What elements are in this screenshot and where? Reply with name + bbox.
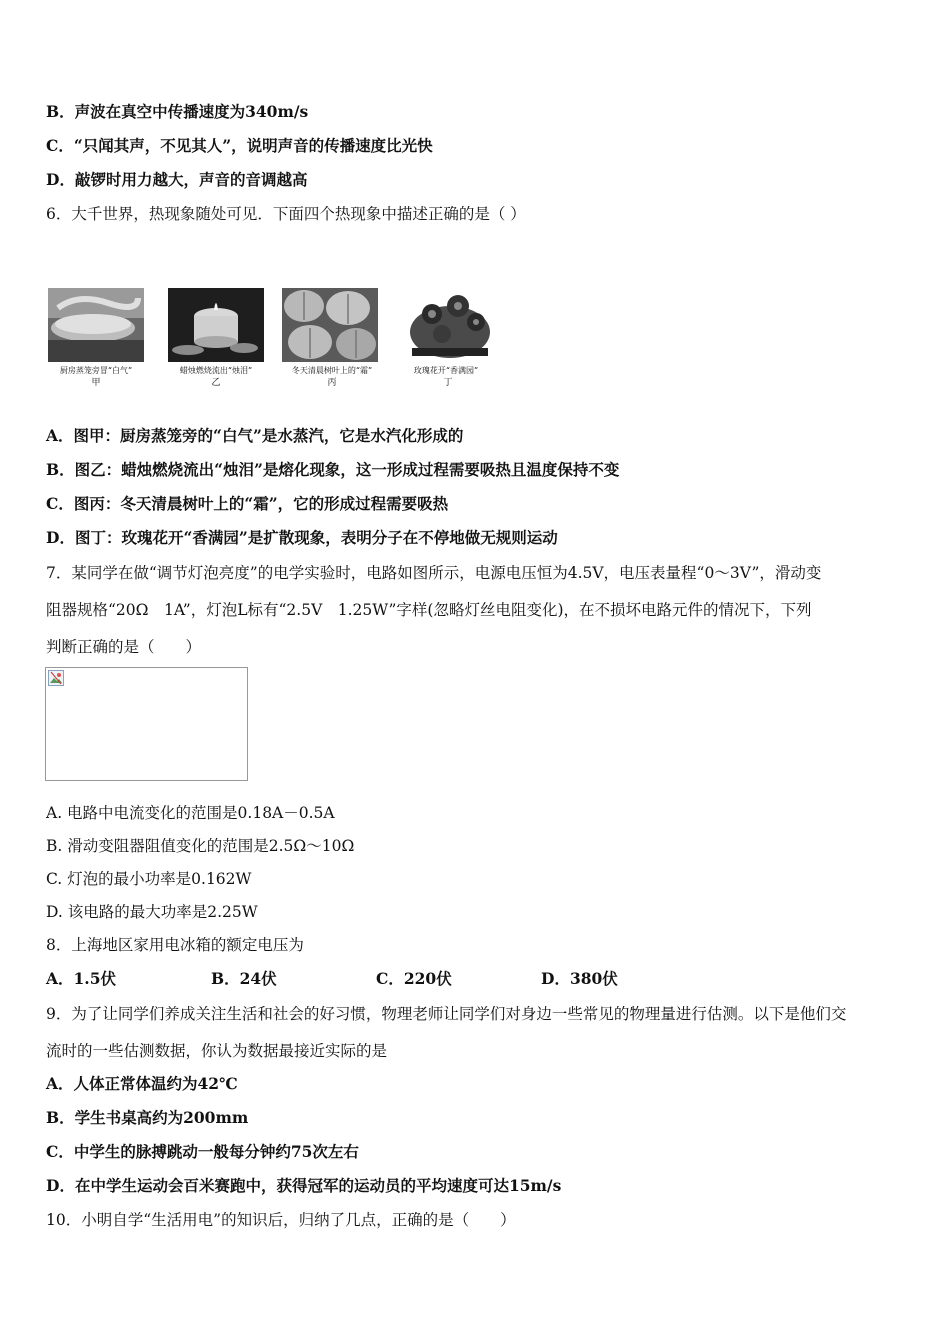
q10-stem: 10．小明自学“生活用电”的知识后，归纳了几点，正确的是（ ）: [46, 1211, 516, 1229]
q7-stem-line3: 判断正确的是（ ）: [46, 638, 202, 656]
q6-photo-strip: [46, 288, 506, 388]
q8-option-a: A．1.5伏: [46, 969, 116, 988]
q7-option-a: A. 电路中电流变化的范围是0.18A－0.5A: [46, 804, 335, 822]
frost-caption: 冬天清晨树叶上的“霜”: [291, 366, 373, 375]
circuit-diagram-placeholder: [45, 667, 248, 781]
q9-stem-line1: 9．为了让同学们养成关注生活和社会的好习惯，物理老师让同学们对身边一些常见的物理量进行估测。以下是他们交: [46, 1005, 847, 1023]
steamer-label: 甲: [91, 378, 101, 388]
q7-stem-line1: 7．某同学在做“调节灯泡亮度”的电学实验时，电路如图所示，电源电压恒为4.5V，电压表量程“0～3V”，滑动变: [46, 564, 822, 582]
q8-option-b: B．24伏: [211, 969, 277, 988]
q5-option-d: D．敲锣时用力越大，声音的音调越高: [46, 170, 308, 189]
q6-option-a: A．图甲：厨房蒸笼旁的“白气”是水蒸汽，它是水汽化形成的: [46, 426, 464, 445]
q5-option-c: C．“只闻其声，不见其人”，说明声音的传播速度比光快: [46, 136, 433, 155]
roses-caption: 玫瑰花开“香满园”: [413, 366, 479, 375]
q9-option-a: A．人体正常体温约为42℃: [46, 1074, 238, 1093]
q7-stem-line2: 阻器规格“20Ω 1A”，灯泡L标有“2.5V 1.25W”字样(忽略灯丝电阻变化)，在不损坏电路元件的情况下，下列: [46, 601, 812, 619]
q6-stem: 6．大千世界，热现象随处可见．下面四个热现象中描述正确的是（ ）: [46, 205, 526, 223]
q6-option-d: D．图丁：玫瑰花开“香满园”是扩散现象，表明分子在不停地做无规则运动: [46, 528, 558, 547]
steamer-photo: [48, 288, 144, 362]
q7-option-c: C. 灯泡的最小功率是0.162W: [46, 870, 252, 888]
q7-option-b: B. 滑动变阻器阻值变化的范围是2.5Ω～10Ω: [46, 837, 355, 855]
q8-option-c: C．220伏: [376, 969, 452, 988]
steamer-caption: 厨房蒸笼旁冒“白气”: [59, 366, 133, 375]
q9-stem-line2: 流时的一些估测数据，你认为数据最接近实际的是: [46, 1042, 388, 1060]
frost-leaves-photo: [282, 288, 378, 362]
q8-option-d: D．380伏: [541, 969, 618, 988]
q9-option-d: D．在中学生运动会百米赛跑中，获得冠军的运动员的平均速度可达15m/s: [46, 1176, 562, 1195]
roses-photo: [402, 288, 498, 362]
q7-option-d: D. 该电路的最大功率是2.25W: [46, 903, 258, 921]
candle-label: 乙: [211, 378, 221, 388]
q9-option-c: C．中学生的脉搏跳动一般每分钟约75次左右: [46, 1142, 359, 1161]
q6-option-c: C．图丙：冬天清晨树叶上的“霜”，它的形成过程需要吸热: [46, 494, 449, 513]
q5-option-b: B．声波在真空中传播速度为340m/s: [46, 102, 309, 121]
q8-stem: 8．上海地区家用电冰箱的额定电压为: [46, 936, 304, 954]
q9-option-b: B．学生书桌高约为200mm: [46, 1108, 249, 1127]
frost-label: 丙: [327, 378, 337, 388]
candle-caption: 蜡烛燃烧流出“烛泪”: [179, 366, 253, 375]
candle-photo: [168, 288, 264, 362]
roses-label: 丁: [443, 378, 453, 388]
q6-option-b: B．图乙：蜡烛燃烧流出“烛泪”是熔化现象，这一形成过程需要吸热且温度保持不变: [46, 460, 620, 479]
broken-image-icon: [48, 670, 64, 686]
